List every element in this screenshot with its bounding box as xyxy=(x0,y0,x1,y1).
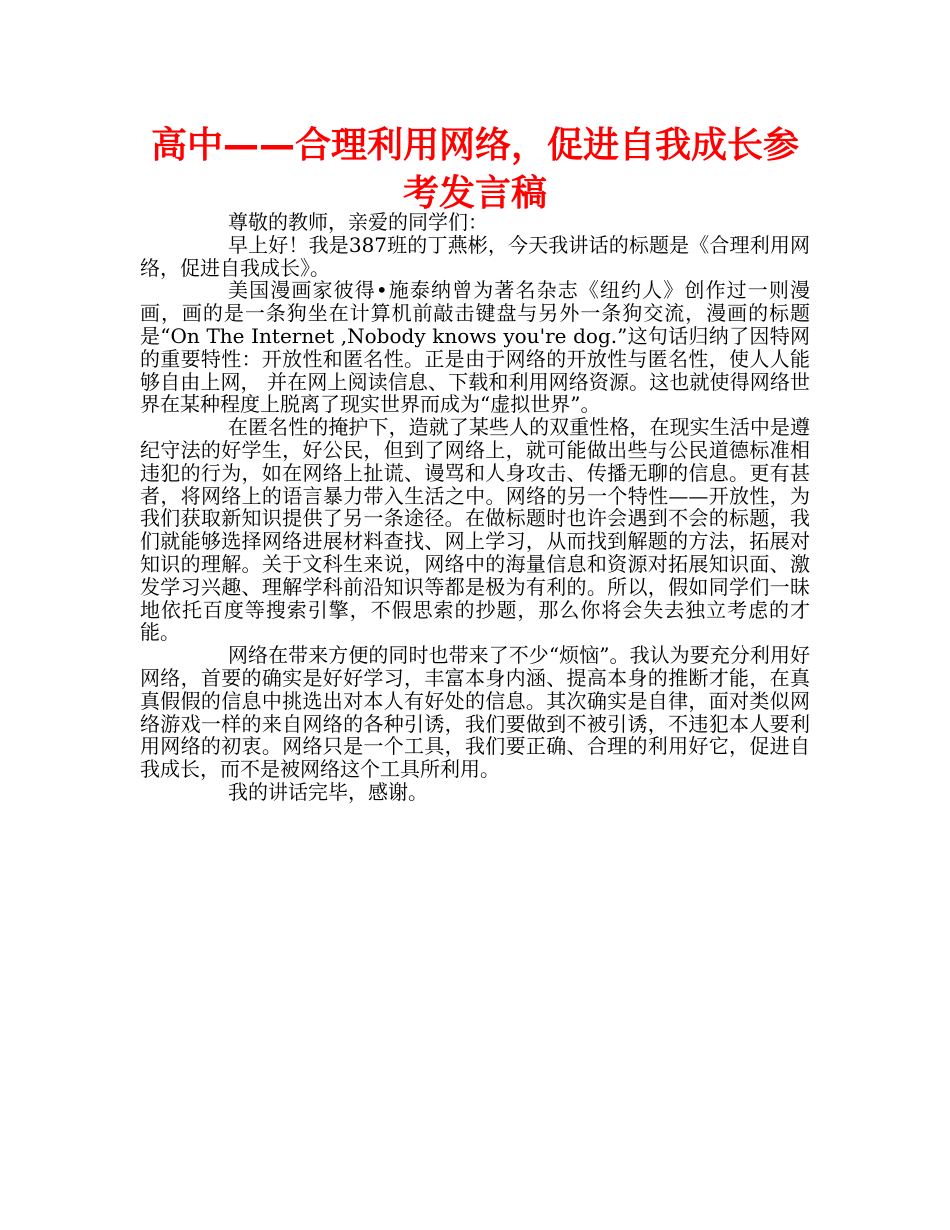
document-title: 高中——合理利用网络，促进自我成长参考发言稿 xyxy=(150,125,799,214)
body-paragraph: 美国漫画家彼得•施泰纳曾为著名杂志《纽约人》创作过一则漫画，画的是一条狗坐在计算机前敲击键盘与另外一条狗交流，漫画的标题是“On The Internet ,Nobody knows you're dog.”这句话归纳了因特网的重要特性：开放性和匿名性。正是由于网络的开放性与匿名性，使人人能够自由上网， 并在网上阅读信息、下载和利用网络资源。这也就使得网络世界在某种程度上脱离了现实世界而成为“虚拟世界”。 xyxy=(140,278,810,417)
closing-paragraph: 我的讲话完毕，感谢。 xyxy=(228,779,428,804)
salutation: 尊敬的教师，亲爱的同学们： xyxy=(228,210,488,234)
greeting-paragraph: 早上好！我是387班的丁燕彬，今天我讲话的标题是《合理利用网络，促进自我成长》。 xyxy=(140,232,810,280)
body-paragraph: 网络在带来方便的同时也带来了不少“烦恼”。我认为要充分利用好网络，首要的确实是好好学习，丰富本身内涵、提高本身的推断才能，在真真假假的信息中挑选出对本人有好处的信息。其次确实是自律，面对类似网络游戏一样的来自网络的各种引诱，我们要做到不被引诱，不违犯本人要利用网络的初衷。网络只是一个工具，我们要正确、合理的利用好它，促进自我成长，而不是被网络这个工具所利用。 xyxy=(140,643,810,782)
document-body xyxy=(140,211,810,804)
body-paragraph: 在匿名性的掩护下，造就了某些人的双重性格，在现实生活中是遵纪守法的好学生，好公民，但到了网络上，就可能做出些与公民道德标准相违犯的行为，如在网络上扯谎、谩骂和人身攻击、传播无聊的信息。更有甚者，将网络上的语言暴力带入生活之中。网络的另一个特性——开放性，为我们获取新知识提供了另一条途径。在做标题时也许会遇到不会的标题，我们就能够选择网络进展材料查找、网上学习，从而找到解题的方法，拓展对知识的理解。关于文科生来说，网络中的海量信息和资源对拓展知识面、激发学习兴趣、理解学科前沿知识等都是极为有利的。所以，假如同学们一昧地依托百度等搜索引擎，不假思索的抄题，那么你将会失去独立考虑的才能。 xyxy=(140,415,810,645)
